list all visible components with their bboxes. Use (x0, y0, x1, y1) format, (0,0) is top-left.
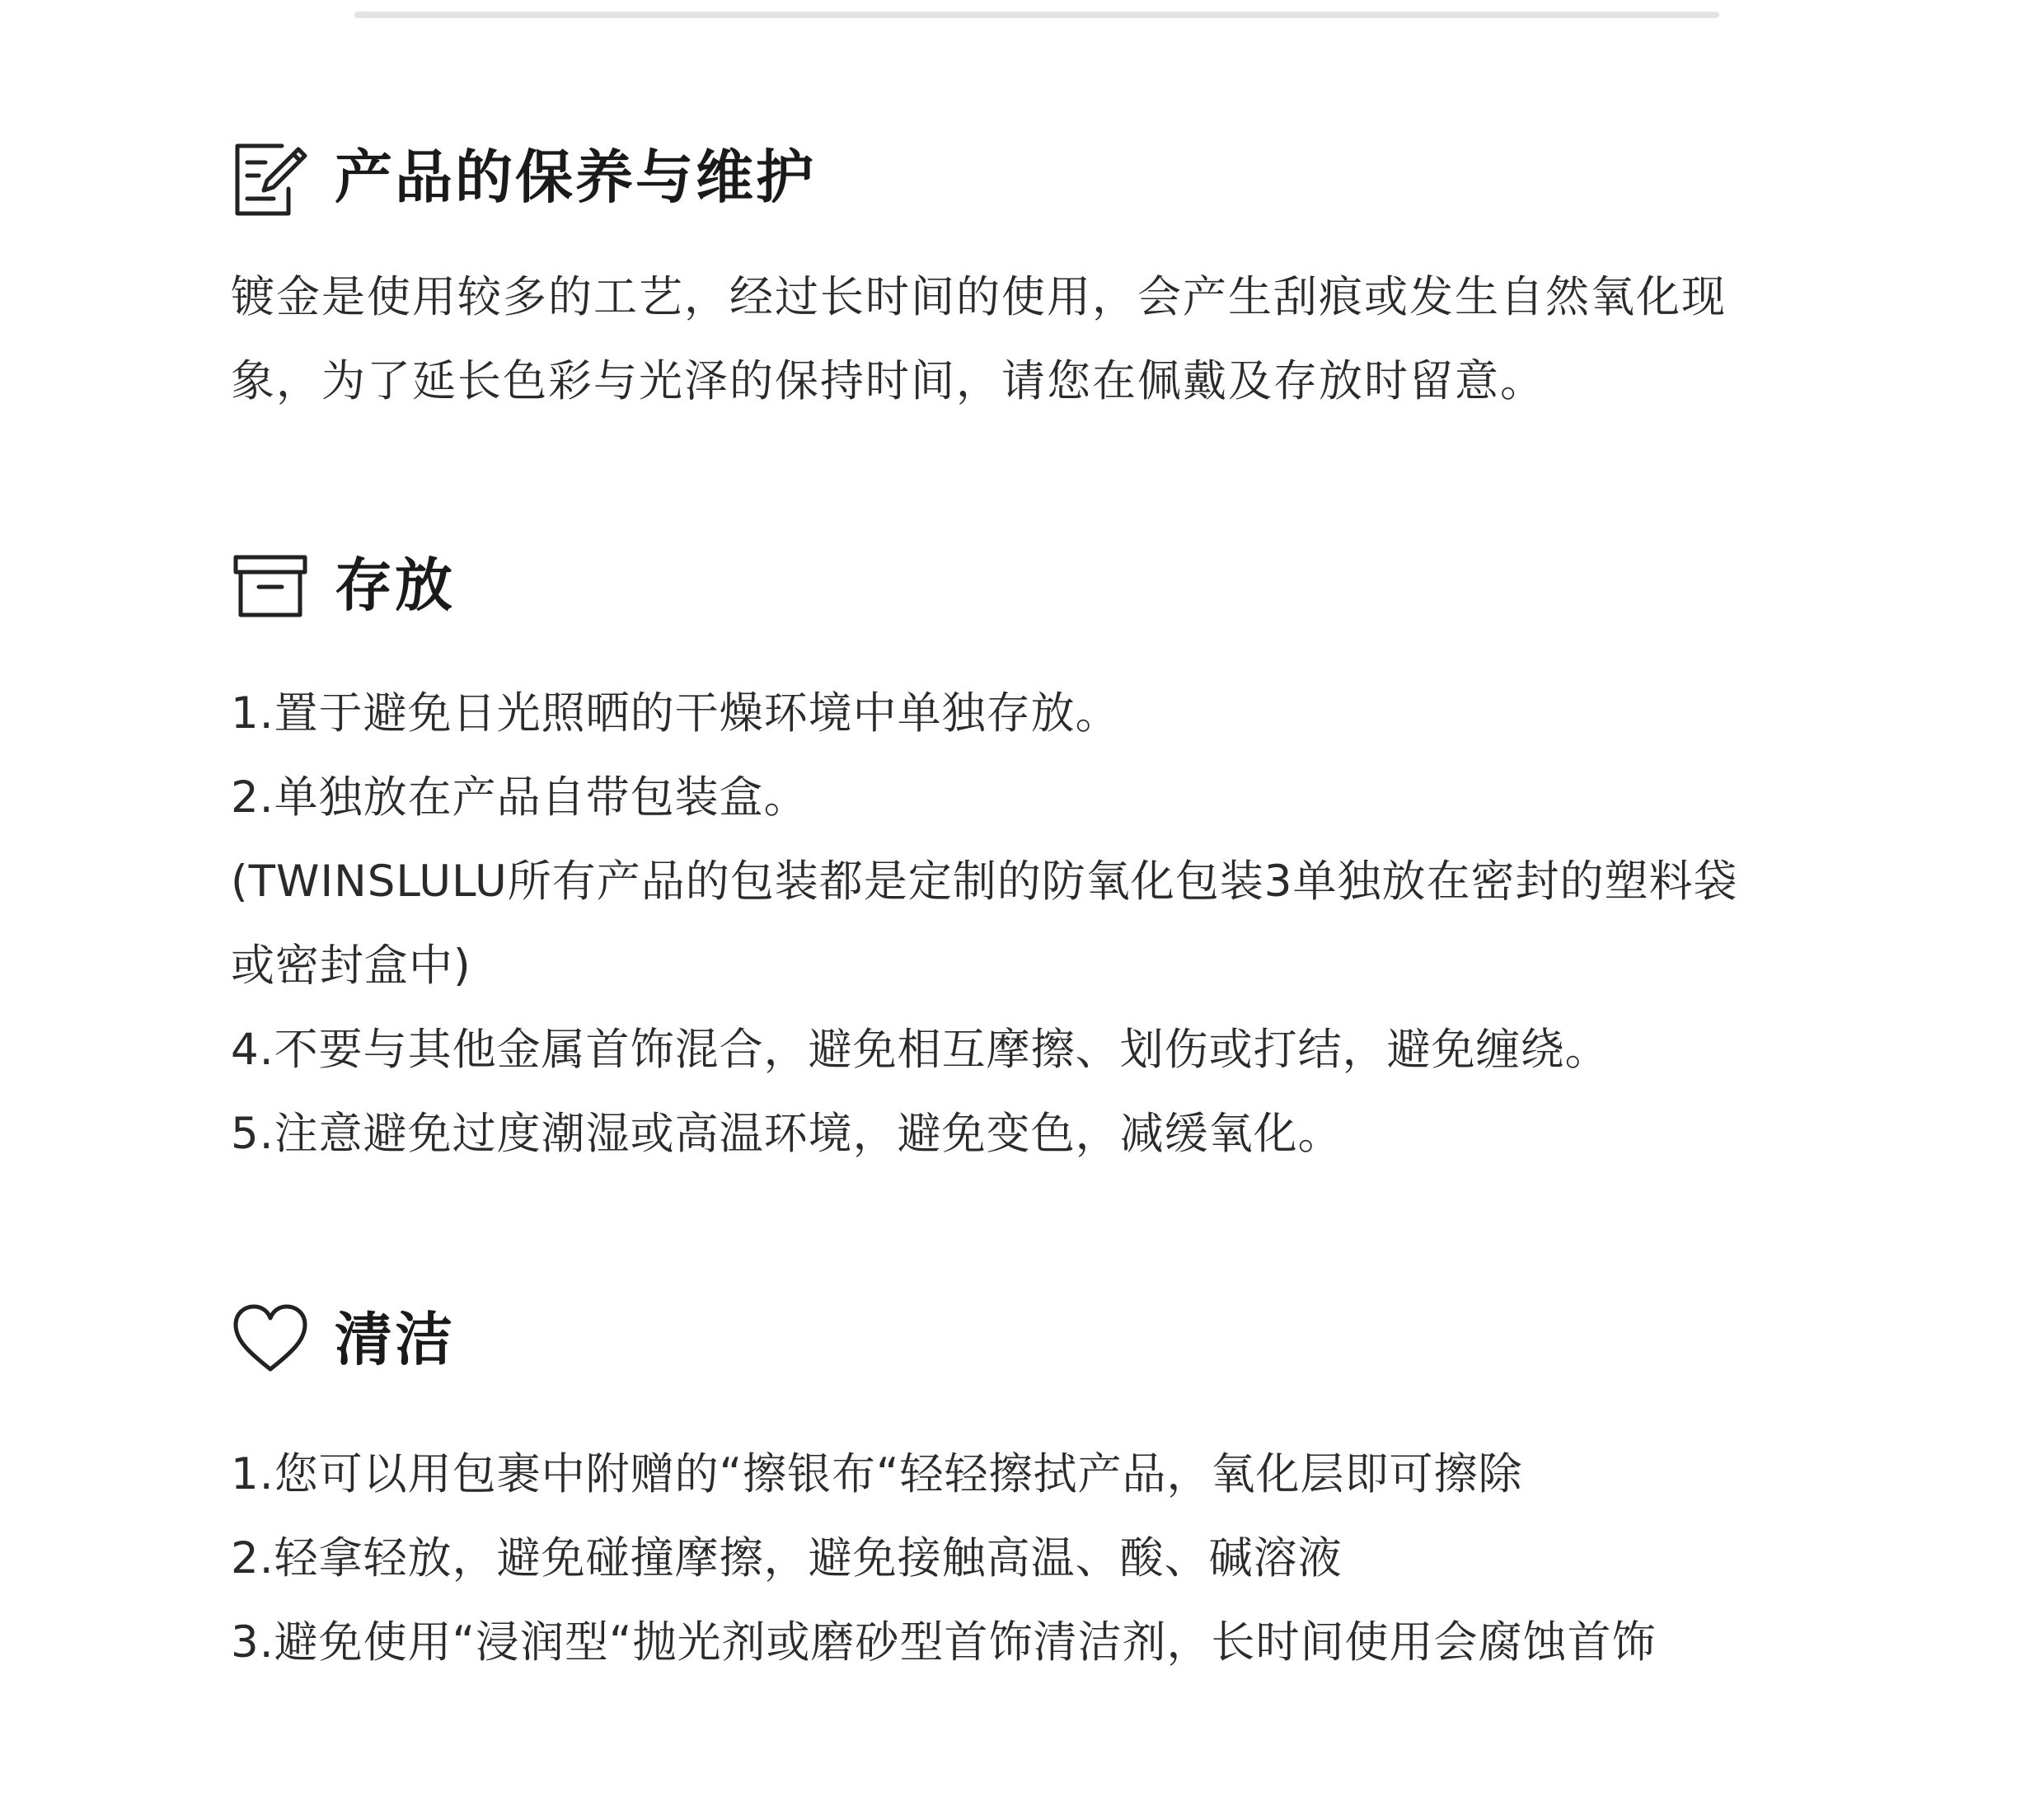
cleaning-header (231, 1294, 1846, 1385)
list-item: (TWINSLULU所有产品的包装都是定制的防氧化包装3单独放在密封的塑料袋或密封盒中) (231, 856, 1738, 991)
care-section (231, 132, 1846, 424)
care-header (231, 132, 1846, 223)
care-title: 产品的保养与维护 (335, 143, 816, 211)
list-item: 4.不要与其他金属首饰混合，避免相互摩擦、划伤或打结，避免缠绕。 (231, 1025, 1610, 1075)
storage-section (231, 540, 1846, 1176)
cleaning-list (231, 1433, 1846, 1685)
storage-header (231, 540, 1846, 631)
heart-icon (231, 1300, 310, 1379)
list-item: 2.轻拿轻放，避免碰撞摩擦，避免接触高温、酸、碱溶液 (231, 1533, 1343, 1584)
storage-title: 存放 (335, 551, 455, 619)
list-item: 2.单独放在产品自带包装盒。 (231, 772, 809, 823)
cleaning-section (231, 1294, 1846, 1685)
list-item: 1.置于避免日光照晒的干燥环境中单独存放。 (231, 688, 1120, 739)
edit-note-icon (231, 138, 310, 217)
list-item: 5.注意避免过度潮湿或高温环境，避免变色，减缓氧化。 (231, 1109, 1343, 1159)
care-paragraph: 镀金是使用较多的工艺，经过长时间的使用，会产生刮痕或发生自然氧化现象，为了延长色彩与光泽的保持时间，请您在佩戴及存放时留意。 (231, 272, 1727, 406)
list-item: 1.您可以用包裹中附赠的“擦银布“轻轻擦拭产品，氧化层即可擦除 (231, 1449, 1523, 1499)
cleaning-title: 清洁 (335, 1306, 455, 1373)
storage-list (231, 672, 1846, 1176)
archive-box-icon (231, 546, 310, 625)
list-item: 3.避免使用“浸润型“抛光剂或磨砂型首饰清洁剂，长时间使用会腐蚀首饰 (231, 1617, 1657, 1668)
top-divider (354, 12, 1719, 18)
